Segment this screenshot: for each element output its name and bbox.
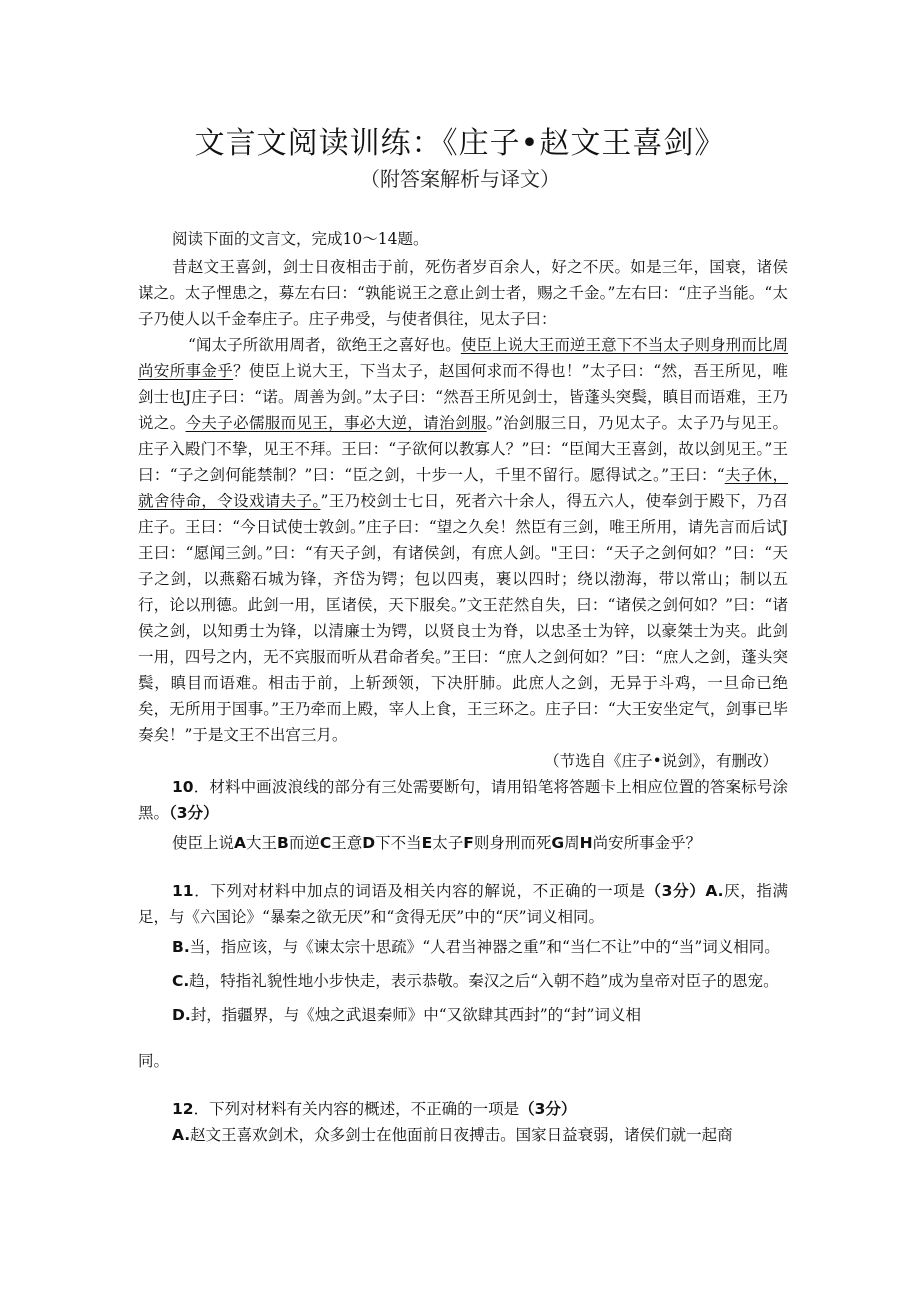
question-text: ．下列对材料中加点的词语及相关内容的解说，不正确的一项是 (193, 882, 646, 900)
passage-text: ”王乃校剑士七日，死者六十余人，得五六人，使奉剑于殿下，乃召庄子。王曰：“今日试使士敦剑。”庄子曰：“望之久矣！然臣有三剑，唯王所用，请先言而后试J王曰：“愿闻三剑。”曰：“有天子剑，有诸侯剑，有庶人剑。"王曰：“天子之剑何如？”曰：“天子之剑，以燕谿石城为锋，齐岱为锷；包以四夷，裹以四时；绕以渤海，带以常山；制以五行，论以刑德。此剑一用，匡诸侯，天下服矣。”文王茫然自失，曰：“诸侯之剑何如？”曰：“诸侯之剑，以知勇士为锋，以清廉士为锷，以贤良士为脊，以忠圣士为锌，以豪桀士为夹。此剑一用，四号之内，无不宾服而听从君命者矣。”王曰：“庶人之剑何如？”曰：“庶人之剑，蓬头突鬓，瞋目而语难。相击于前，上斩颈领，下决肝肺。此庶人之剑，无异于斗鸡，一旦命已绝矣，无所用于国事。”王乃牵而上殿，宰人上食，王三环之。庄子曰：“大王安坐定气，剑事已毕奏矣！”于是文王不出宫三月。 (138, 492, 788, 744)
break-mark-d[interactable]: D (362, 834, 376, 852)
question-number: 11 (172, 882, 194, 900)
option-a-text: 厌，指满足，与《六国论》“暴秦之欲无厌”和“贪得无厌”中的“厌”词义相同。 (138, 882, 788, 926)
source-note: （节选自《庄子•说剑》，有删改） (544, 752, 778, 770)
question-11 (138, 878, 788, 930)
question-score: （3分） (645, 882, 706, 900)
passage-paragraph-1: 昔赵文王喜剑，剑士日夜相击于前，死伤者岁百余人，好之不厌。如是三年，国衰，诸侯谋之。太子悝患之，募左右曰：“孰能说王之意止剑士者，赐之千金。”左右曰：“庄子当能。“太子乃使人以千金奉庄子。庄子弗受，与使者俱往，见太子曰： (138, 258, 788, 328)
option-b-text: 当，指应该，与《谏太宗十思疏》“人君当神器之重”和“当仁不让”中的“当”词义相同。 (189, 938, 780, 956)
break-mark-h[interactable]: H (579, 834, 593, 852)
passage-section (138, 226, 788, 1148)
passage-text: “闻太子所欲用周者，欲绝王之喜好也。 (188, 336, 461, 354)
wavy-underlined-sentence: 使臣上说大王而逆王意下不当太子则身刑而比周尚安所事金乎 (138, 336, 788, 380)
page-title: 文言文阅读训练：《庄子•赵文王喜剑》 (194, 126, 726, 161)
question-10 (138, 774, 788, 826)
option-a-label[interactable]: A. (705, 882, 724, 900)
question-score: （3分） (519, 1100, 577, 1118)
underlined-sentence-1: 今夫子必儒服而见王，事必大逆，请治剑服 (185, 414, 487, 432)
reading-instruction: 阅读下面的文言文，完成10～14题。 (172, 230, 429, 248)
question-score: （3分） (169, 804, 219, 822)
break-mark-g[interactable]: G (551, 834, 565, 852)
passage-paragraph-2 (138, 332, 788, 748)
option-d-label[interactable]: D. (172, 1006, 191, 1024)
q10-break-options: 使臣上说A大王B而逆C王意D下不当E太子F则身刑而死G周H尚安所事金乎？ (172, 834, 702, 852)
option-c (138, 968, 788, 994)
passage-text: ？使臣上说大王，下当太子，赵国何求而不得也！”太子曰：“然，吾王所见，唯剑士也J庄子曰：“诺。周善为剑。”太子曰：“然吾王所见剑士，皆蓬头突鬓，瞋目而语难，王乃说之。 (138, 362, 788, 432)
question-text: ．材料中画波浪线的部分有三处需要断句，请用铅笔将答题卡上相应位置的答案标号涂黑。 (138, 778, 788, 822)
question-number: 10 (172, 778, 194, 796)
question-number: 12 (172, 1100, 194, 1118)
question-text: ．下列对材料有关内容的概述，不正确的一项是 (193, 1100, 520, 1118)
passage-text: 。”治剑服三日，乃见太子。太子乃与见王。庄子入殿门不挚，见王不拜。王曰：“子欲何以教寡人？”曰：“臣闻大王喜剑，故以剑见王。”王曰：“子之剑何能禁制？”曰：“臣之剑，十步一人，千里不留行。愿得试之。”王曰：“ (138, 414, 788, 484)
option-d-text: 封，指疆界，与《烛之武退秦师》中“又欲肆其西封”的“封”词义相 (190, 1006, 641, 1024)
break-mark-c[interactable]: C (319, 834, 332, 852)
q12-option-a-label[interactable]: A. (172, 1126, 191, 1144)
question-12 (138, 1096, 788, 1122)
option-b (138, 934, 788, 960)
underlined-sentence-2: 夫子休，就舍待命，令设戏请夫子。 (138, 466, 788, 510)
break-mark-a[interactable]: A (234, 834, 247, 852)
option-d (138, 1002, 788, 1028)
q12-option-a (138, 1122, 788, 1148)
option-d-continued: 同。 (138, 1052, 170, 1070)
page-subtitle: （附答案解析与译文） (360, 167, 560, 191)
break-mark-f[interactable]: F (463, 834, 474, 852)
option-b-label[interactable]: B. (172, 938, 190, 956)
option-c-label[interactable]: C. (172, 972, 190, 990)
option-c-text: 趋，特指礼貌性地小步快走，表示恭敬。秦汉之后“入朝不趋”成为皇帝对臣子的恩宠。 (189, 972, 779, 990)
break-mark-b[interactable]: B (277, 834, 289, 852)
break-mark-e[interactable]: E (421, 834, 433, 852)
q12-option-a-text: 赵文王喜欢剑术，众多剑士在他面前日夜搏击。国家日益衰弱，诸侯们就一起商 (190, 1126, 733, 1144)
